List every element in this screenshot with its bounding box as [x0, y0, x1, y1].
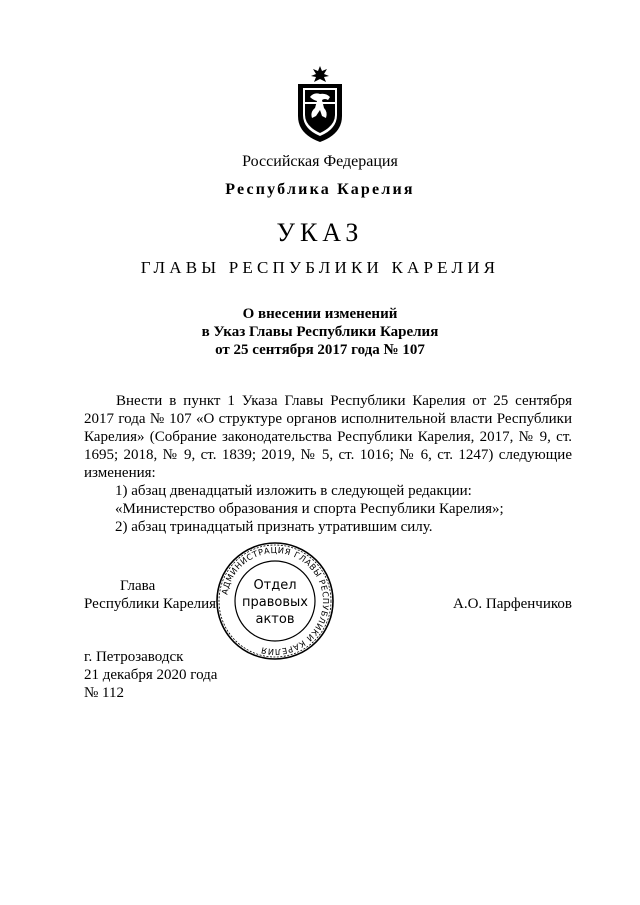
body-line-5: изменения:: [84, 465, 156, 481]
stamp-line-3: актов: [255, 612, 295, 627]
signatory-name: А.О. Парфенчиков: [453, 596, 572, 612]
decree-number: № 112: [84, 685, 125, 701]
signatory-title-1: Глава: [120, 578, 156, 594]
list-item-2: 2) абзац тринадцатый признать утратившим силу.: [115, 519, 433, 535]
list-item-1: 1) абзац двенадцатый изложить в следующей редакции:: [115, 483, 472, 499]
body-line-1: Внести в пункт 1 Указа Главы Республики Карелия от 25 сентября: [116, 393, 572, 409]
body-line-4: 1695; 2018, № 9, ст. 1839; 2019, № 5, ст. 1016; № 6, ст. 1247) следующие: [84, 447, 572, 463]
subject-line-2: в Указ Главы Республики Карелия: [201, 324, 439, 340]
body-line-2: 2017 года № 107 «О структуре органов исполнительной власти Республики: [84, 411, 572, 427]
karelia-coat-of-arms-icon: [290, 64, 350, 144]
issue-city: г. Петрозаводск: [84, 649, 184, 665]
body-line-3: Карелия» (Собрание законодательства Республики Карелия, 2017, № 9, ст.: [84, 429, 572, 445]
subject-line-1: О внесении изменений: [242, 306, 398, 322]
stamp-line-1: Отдел: [253, 578, 297, 593]
signatory-title-2: Республики Карелия: [84, 596, 217, 612]
country-name: Российская Федерация: [242, 153, 398, 170]
issuer-title: ГЛАВЫ РЕСПУБЛИКИ КАРЕЛИЯ: [140, 258, 500, 277]
issue-date: 21 декабря 2020 года: [84, 667, 218, 683]
list-item-1-text: «Министерство образования и спорта Республики Карелия»;: [115, 501, 504, 517]
stamp-ring-text: АДМИНИСТРАЦИЯ ГЛАВЫ РЕСПУБЛИКИ КАРЕЛИЯ: [219, 544, 332, 658]
official-stamp-icon: [214, 540, 336, 662]
stamp-line-2: правовых: [242, 595, 308, 610]
document-type: УКАЗ: [276, 218, 364, 247]
subject-line-3: от 25 сентября 2017 года № 107: [215, 342, 425, 358]
republic-name: Республика Карелия: [225, 181, 415, 198]
